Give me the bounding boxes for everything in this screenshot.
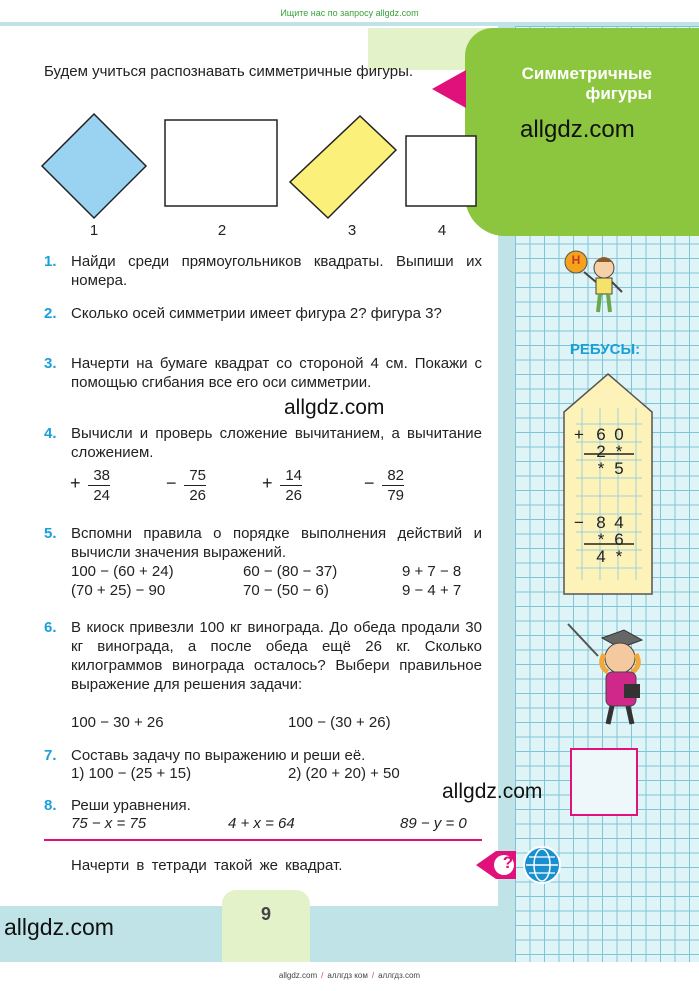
shape-4-square [406, 136, 476, 206]
bottom-link[interactable]: аллгдз.com [378, 971, 421, 980]
bottom-sep: / [371, 971, 375, 980]
calc-bottom: 79 [382, 485, 404, 505]
equation: 4 + x = 64 [228, 815, 295, 832]
task-text: Вспомни правила о порядке выполнения действий и вычисли значения выражений. [71, 525, 482, 561]
rebus-cell: 4 [614, 513, 624, 532]
bottom-sep: / [321, 971, 324, 980]
task-text: Начерти на бумаге квадрат со стороной 4 см. Покажи с помощью сгибания все его оси симметрии. [71, 355, 482, 391]
bottom-link[interactable]: аллгдз ком [327, 971, 368, 980]
watermark: allgdz.com [4, 914, 114, 940]
task-text: Составь задачу по выражению и реши её. [71, 747, 366, 764]
figure-number: 2 [217, 222, 227, 239]
task-number: 3. [44, 355, 57, 372]
bottom-link[interactable]: allgdz.com [278, 971, 318, 980]
calc-bottom: 26 [184, 485, 206, 505]
topic-title-line-2: фигуры [585, 84, 652, 103]
task-number: 2. [44, 305, 57, 322]
expression: 70 − (50 − 6) [243, 582, 329, 599]
intro-text: Будем учиться распознавать симметричные фигуры. [44, 63, 414, 80]
expression-option: 100 − (30 + 26) [288, 714, 391, 731]
column-calc [70, 466, 110, 505]
topic-title [486, 64, 652, 104]
calc-bottom: 26 [280, 485, 302, 505]
task-number: 4. [44, 425, 57, 442]
topic-title-line-1: Симметричные [521, 64, 652, 83]
badge-letter: Н [571, 253, 581, 267]
question-mark: ? [502, 853, 514, 872]
calc-operator: − [166, 473, 177, 493]
task-text: Найди среди прямоугольников квадраты. Выпиши их номера. [71, 253, 482, 289]
rebus-cell: 4 [596, 547, 606, 566]
globe-icon [522, 845, 562, 885]
column-calc [166, 466, 206, 505]
column-calc [364, 466, 404, 505]
calc-operator: + [70, 473, 81, 493]
expression: 9 + 7 − 8 [402, 563, 462, 580]
task-5 [44, 524, 482, 562]
task-8 [44, 796, 482, 815]
shapes-figure [40, 110, 490, 220]
rebus-cell: 0 [614, 425, 624, 444]
rebus-cell: 5 [614, 459, 624, 478]
rebus-cell: + [574, 425, 584, 444]
task-number: 1. [44, 253, 57, 270]
calc-top: 75 [189, 467, 206, 484]
shape-1-square [42, 114, 146, 218]
page-number-tab [222, 890, 310, 962]
figure-number: 1 [89, 222, 99, 239]
expression: 60 − (80 − 37) [243, 563, 338, 580]
rebus-cell: * [597, 530, 605, 549]
shape-3-parallelogram [290, 116, 396, 218]
task-3 [44, 354, 482, 392]
rebus-bottom [574, 514, 640, 565]
rebus-cell [574, 548, 592, 565]
expression-option: 100 − 30 + 26 [71, 714, 164, 731]
task-1 [44, 252, 482, 290]
task-text: Реши уравнения. [71, 797, 191, 814]
rebus-cell [574, 443, 592, 460]
rebus-cell: − [574, 513, 584, 532]
figure-number: 4 [437, 222, 447, 239]
pink-square [570, 748, 638, 816]
task-text: Вычисли и проверь сложение вычитанием, а вычитание сложением. [71, 425, 482, 461]
rebus-cell: * [615, 547, 623, 566]
rebus-title: РЕБУСЫ: [569, 341, 641, 358]
expression: 100 − (60 + 24) [71, 563, 174, 580]
rebus-cell [574, 531, 592, 548]
rebus-top [574, 426, 640, 477]
page-number: 9 [260, 904, 271, 924]
task-6 [44, 618, 482, 694]
expression: (70 + 25) − 90 [71, 582, 166, 599]
shape-2-rectangle [165, 120, 277, 206]
calc-bottom: 24 [88, 485, 110, 505]
rebus-cell [574, 460, 592, 477]
calc-top: 14 [285, 467, 302, 484]
rebus-cell: 2 [596, 442, 606, 461]
expression-option: 1) 100 − (25 + 15) [71, 765, 192, 782]
task-number: 8. [44, 797, 57, 814]
task-7 [44, 746, 482, 765]
rebus-cell: 8 [596, 513, 606, 532]
rebus-cell: * [597, 459, 605, 478]
column-calc [262, 466, 302, 505]
calc-top: 38 [93, 467, 110, 484]
rebus-cell: * [615, 442, 623, 461]
watermark: allgdz.com [284, 396, 385, 419]
watermark: allgdz.com [442, 780, 543, 803]
top-note: Ищите нас по запросу allgdz.com [280, 8, 419, 18]
task-number: 5. [44, 525, 57, 542]
calc-operator: + [262, 473, 273, 493]
watermark: allgdz.com [520, 116, 635, 143]
divider-line [44, 839, 482, 841]
pointer-triangle-icon [432, 70, 466, 108]
figure-number: 3 [347, 222, 357, 239]
professor-character-icon [562, 620, 656, 730]
task-number: 7. [44, 747, 57, 764]
equation: 75 − x = 75 [71, 815, 147, 832]
bottom-task: Начерти в тетради такой же квадрат. [71, 857, 343, 874]
expression: 9 − 4 + 7 [402, 582, 462, 599]
task-text: Сколько осей симметрии имеет фигура 2? фигура 3? [71, 305, 442, 322]
rebus-cell: 6 [596, 425, 606, 444]
expression-option: 2) (20 + 20) + 50 [288, 765, 400, 782]
task-number: 6. [44, 619, 57, 636]
equation: 89 − y = 0 [400, 815, 467, 832]
task-text: В киоск привезли 100 кг винограда. До обеда продали 30 кг винограда, а после обеда ещё 26 кг. Сколько килограммов винограда осталось? Выбери правильное выражение для решения задачи: [71, 619, 482, 693]
task-4 [44, 424, 482, 462]
rebus-cell: 6 [614, 530, 624, 549]
bottom-note [0, 971, 699, 980]
task-2 [44, 304, 482, 323]
calc-top: 82 [387, 467, 404, 484]
calc-operator: − [364, 473, 375, 493]
